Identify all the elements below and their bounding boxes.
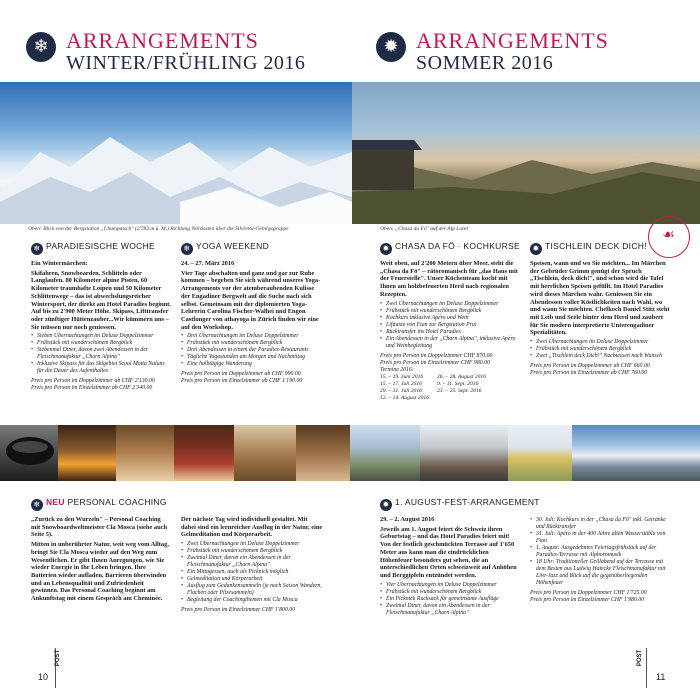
list-item: • Zwei „Tischlein deck Dich!" Nachtessen nach Wunsch [530, 353, 672, 360]
lounge-photo [116, 425, 174, 481]
left-header-title [66, 30, 305, 74]
list-item: • Zwei Übernachtungen im Deluxe Doppelzimmer [530, 339, 672, 346]
sun-logo-icon: ✹ [376, 32, 406, 62]
list-item: • Lifttaxte von Ftan zur Bergstation Prui [380, 322, 520, 329]
personal-coaching-text: „Zurück zu den Wurzeln" – Personal Coaching mit Snowboardweltmeister Cla Mosca (siehe auch Seite 5). Mitten in unberührter Natur, weit weg vom Alltag, bringt Sie Cla Mosca wieder auf den Weg zum Wesentlichen. Er gibt Ihnen Anregungen, wie Sie wieder Energie in Ihr Leben bringen, Ihre Batterien wieder aufladen, Barrieren überwinden und an Lebensqualität und Zufriedenheit gewinnen. Das Personal Coaching beginnt am Ankunftstag mit einem Gespräch am Cheminée. [31, 516, 169, 603]
list-item: • Vier Übernachtungen im Deluxe Doppelzimmer [380, 582, 520, 589]
post-mark-left: POST [55, 649, 62, 667]
snowflake-icon: ❄ [31, 499, 43, 511]
dates-table: 15. – 19. Juni 2016 26. – 28. August 2016 15. – 17. Juli 2016 9. – 11. Sept. 2016 29. – 31. Juli 2016 23. – 25. Sept. 2016 12. – 14. August 2016 [380, 373, 486, 401]
page-number-right: 11 [656, 672, 666, 682]
list-item: • 31. Juli: Apéro in der 400 Jahre alten Wasserstübla von Ftan [530, 531, 672, 545]
list-item: • Ein Picknick Rucksack für gemeinsame Ausflüge [380, 596, 520, 603]
winter-mountain-photo [0, 82, 352, 224]
list-item: • Begleitung der Coachingthemen mit Cla Mosca [181, 597, 323, 604]
snowflake-icon: ❄ [181, 243, 193, 255]
august-fest-heading: ✹ 1. AUGUST-FEST-ARRANGEMENT [380, 497, 540, 511]
list-item: • Tägliche Yogastunden am Morgen und Nachmittag [181, 354, 323, 361]
list-item: • Gelmeditation und Körperarbeit [181, 576, 323, 583]
snowflake-logo-icon: ❄ [26, 32, 56, 62]
paradiesische-woche-text: Ein Wintermärchen: Skifahren, Snowboarden, Schlitteln oder Langlaufen. 80 Kilometer alpine Pisten, 60 Kilometer traumhafte Loipen und 50 Kilometer Schlittenwege – das ist abwechslungsreicher Wintersport, der direkt am Hotel Paradies beginnt. Auf bis zu 2'900 Meter Höhe. Skipass, Lifttransfer oder zünftiger Hüttenzauber...Wir kümmern uns – Sie müssen nur noch geniessen. • Sieben Übernachtungen im Deluxe Doppelzimmer • Frühstück mit wunderschönem Bergblick • Siebenmal Diner, davon zwei Abendessen in der Fleischmanufaktur „Charn Alpina" • Inklusive Skipass für das Skigebiet Scuol Motta Naluns für die Dauer des Aufenthaltes Preis pro Person im Doppelzimmer ab CHF 2'130.00 Preis pro Person im Einzelzimmer ab CHF 2'340.00 [31, 260, 171, 392]
list-item: • Drei Abendessen in einem der Paradies-Restaurants [181, 347, 323, 354]
list-item: • 30. Juli: Kochkurs in der „Chasa da Fö" inkl. Getränke und Rücktransfer [530, 517, 672, 531]
personal-coaching-heading: ❄ NEU PERSONAL COACHING [31, 497, 167, 511]
snowflake-icon: ❄ [31, 243, 43, 255]
paradiesische-woche-heading: ❄ PARADIESISCHE WOCHE [31, 241, 155, 255]
list-item: • Rücktransfer ins Hotel Paradies [380, 329, 520, 336]
list-item: • Drei Übernachtungen im Deluxe Doppelzimmer [181, 333, 323, 340]
right-title-a: ARRANGEMENTS [416, 28, 609, 53]
list-item: • Ein Mittagessen, auch als Picknick möglich [181, 569, 323, 576]
hotel-stamp-logo: ☙ [648, 216, 690, 258]
mountain-panorama-photo [572, 425, 700, 481]
photo-strip [0, 425, 700, 481]
list-item: • Zweimal Diner, davon ein Abendessen in der Fleischmanufaktur „Charn Alpina" [181, 555, 323, 569]
left-photo-caption: Oben: Blick von der Bergstation „Champatsch" (2'783 m ü. M.) Richtung Nordosten über die Silvretta-Gebirgsgruppe [28, 226, 289, 232]
bedroom-photo [174, 425, 234, 481]
list-item: • Ein Abendessen in der „Charn Alpina", inklusive Apéro und Weinbegleitung [380, 336, 520, 350]
tischlein-deck-dich-text: Speisen, wann und wo Sie möchten... Im Märchen der Gebrüder Grimm genügt der Spruch „Tischlein, deck dich!", und schon wird die Tafel mit herrlichen Speisen gefüllt. Im Hotel Paradies wird dieses Märchen wahr. Geniessen Sie ein Abendessen voller Köstlichkeiten nach Wahl, wo und wann Sie möchten. Chefkoch Daniel Stitz steht mit Leib und Seele hinter dem Herd und zaubert für Sie modern interpretierte Unterengadiner Spezialitäten. • Zwei Übernachtungen im Deluxe Doppelzimmer • Frühstück mit wunderschönem Bergblick • Zwei „Tischlein deck Dich!" Nachtessen nach Wunsch Preis pro Person im Doppelzimmer ab CHF 660.00 Preis pro Person im Einzelzimmer ab CHF 760.00 [530, 260, 672, 377]
flowers-table-photo [508, 425, 572, 481]
left-title-b: WINTER/FRÜHLING 2016 [66, 52, 306, 74]
list-item: • Frühstück mit wunderschönem Bergblick [380, 308, 520, 315]
footer-divider-right [646, 648, 647, 688]
fireplace-photo [58, 425, 116, 481]
list-item: • Siebenmal Diner, davon zwei Abendessen in der Fleischmanufaktur „Charn Alpina" [31, 347, 171, 361]
summer-alp-photo [352, 82, 700, 224]
yoga-weekend-heading: ❄ YOGA WEEKEND [181, 241, 269, 255]
list-item: • Kochkurs inklusive Apéro und Wein [380, 315, 520, 322]
sun-icon: ✹ [380, 499, 392, 511]
list-item: • Eine halbtägige Wanderung [181, 361, 323, 368]
august-fest-text-2: • 30. Juli: Kochkurs in der „Chasa da Fö" inkl. Getränke und Rücktransfer • 31. Juli: Apéro in der 400 Jahre alten Wasserstübla von Ftan • 1. August: Ausgedehntes Feiertagsfrühstück auf der Paradies-Terrasse mit Alphornmusik • 18 Uhr: Traditioneller Grillabend auf der Terrasse mit dem Besten aus Ludwig Hatecke Fleischmanufaktur mit Live-Jazz und Blick auf die gegenüberliegenden Höhenfeuer Preis pro Person im Doppelzimmer CHF 1'725.00 Preis pro Person im Einzelzimmer CHF 1'980.00 [530, 516, 672, 604]
list-item: • Zwei Übernachtungen im Deluxe Doppelzimmer [181, 541, 323, 548]
list-item: • Frühstück mit wunderschönem Bergblick [380, 589, 520, 596]
right-photo-caption: Oben: „Chasa da Fö" auf der Alp Laret [380, 226, 469, 232]
list-item: • Frühstück mit wunderschönem Bergblick [530, 346, 672, 353]
personal-coaching-text-2: Der nächste Tag wird individuell gestaltet. Mit dabei sind ein lernreicher Ausflug in der Natur, eine Gelmeditation und Körperarbeit. • Zwei Übernachtungen im Deluxe Doppelzimmer • Frühstück mit wunderschönem Bergblick • Zweimal Diner, davon ein Abendessen in der Fleischmanufaktur „Charn Alpina" • Ein Mittagessen, auch als Picknick möglich • Gelmeditation und Körperarbeit • Ausflug zum Gedankensammeln (je nach Saison Wandern, Flachen oder Pilzesammeln) • Begleitung der Coachingthemen mit Cla Mosca Preis pro Person im Einzelzimmer CHF 1'800.00 [181, 516, 323, 614]
list-item: • Frühstück mit wunderschönem Bergblick [181, 548, 323, 555]
tischlein-deck-dich-heading: ✹ TISCHLEIN DECK DICH! [530, 241, 647, 255]
post-mark-right: POST [637, 649, 644, 667]
august-fest-text: 29. – 2. August 2016 Jeweils am 1. August feiert die Schweiz ihren Geburtstag – und das Hotel Paradies feiert mit! Von der festlich geschmückten Terrasse auf 1'650 Meter aus kann man die eindrücklichen Höhenfeuer besonders gut sehen, die an unterschiedlichen Orten schweizweit auf Anhöhen und Berggipfeln entzündet werden. • Vier Übernachtungen im Deluxe Doppelzimmer • Frühstück mit wunderschönem Bergblick • Ein Picknick Rucksack für gemeinsame Ausflüge • Zweimal Diner, davon ein Abendessen in der Fleischmanufaktur „Charn Alpina" [380, 516, 520, 620]
left-title-a: ARRANGEMENTS [66, 28, 259, 53]
list-item: • Frühstück mit wunderschönem Bergblick [31, 340, 171, 347]
list-item: • Zwei Übernachtungen im Deluxe Doppelzimmer [380, 301, 520, 308]
right-header-title [416, 30, 609, 74]
list-item: • Zweimal Diner, davon ein Abendessen in der Fleischmanufaktur „Charn Alpina" [380, 603, 520, 617]
chasa-da-foe-text: Weit oben, auf 2'200 Metern über Meer, steht die „Chasa da Fö" – rätoromanisch für „das Haus mit der Feuerstelle". Unser Küchenteam kocht mit Ihnen am holzbefeuerten Herd nach regionalen Rezepten. • Zwei Übernachtungen im Deluxe Doppelzimmer • Frühstück mit wunderschönem Bergblick • Kochkurs inklusive Apéro und Wein • Lifttaxte von Ftan zur Bergstation Prui • Rücktransfer ins Hotel Paradies • Ein Abendessen in der „Charn Alpina", inklusive Apéro und Weinbegleitung Preis pro Person im Doppelzimmer CHF 870.00 Preis pro Person im Einzelzimmer CHF 980.00 Termine 2016: 15. – 19. Juni 2016 26. – 28. August 2016 15. – 17. Juli 2016 9. – 11. Sept. 2016 29. – 31. Juli 2016 23. – 25. Sept. 2016 12. – 14. August 2016 [380, 260, 520, 402]
sun-icon: ✹ [380, 243, 392, 255]
coaching-photo [0, 425, 58, 481]
chasa-da-foe-heading: ✹ CHASA DA FÖ · KOCHKURSE [380, 241, 520, 255]
terrace-photo [420, 425, 508, 481]
list-item: • Sieben Übernachtungen im Deluxe Doppelzimmer [31, 333, 171, 340]
sun-icon: ✹ [530, 243, 542, 255]
list-item: • 1. August: Ausgedehntes Feiertagsfrühstück auf der Paradies-Terrasse mit Alphornmusik [530, 545, 672, 559]
suite-photo [234, 425, 296, 481]
list-item: • Frühstück mit wunderschönem Bergblick [181, 340, 323, 347]
right-title-b: SOMMER 2016 [416, 52, 554, 74]
room-photo [296, 425, 350, 481]
list-item: • 18 Uhr: Traditioneller Grillabend auf der Terrasse mit dem Besten aus Ludwig Hatecke Fleischmanufaktur mit Live-Jazz und Blick auf die gegenüberliegenden Höhenfeuer [530, 559, 672, 587]
page-number-left: 10 [38, 672, 49, 682]
list-item: • Ausflug zum Gedankensammeln (je nach Saison Wandern, Flachen oder Pilzesammeln) [181, 583, 323, 597]
list-item: • Inklusive Skipass für das Skigebiet Scuol Motta Naluns für die Dauer des Aufenthaltes [31, 361, 171, 375]
valley-view-photo [350, 425, 420, 481]
yoga-weekend-text: 24. – 27. März 2016 Vier Tage abschalten und ganz und gar zur Ruhe kommen – begeben Sie sich während unseres Yoga-Arrangements vor der atemberaubenden Kulisse der Engadiner Bergwelt auf die Suche nach sich selbst. Gemeinsam mit der diplomierten Yoga-Lehrerin Carolina Fischer-Walhei und Engon Castlunger von athayoga in Zürich finden wir eine auf den Workshop. • Drei Übernachtungen im Deluxe Doppelzimmer • Frühstück mit wunderschönem Bergblick • Drei Abendessen in einem der Paradies-Restaurants • Tägliche Yogastunden am Morgen und Nachmittag • Eine halbtägige Wanderung Preis pro Person im Doppelzimmer ab CHF 990.00 Preis pro Person im Einzelzimmer ab CHF 1'190.00 [181, 260, 323, 385]
